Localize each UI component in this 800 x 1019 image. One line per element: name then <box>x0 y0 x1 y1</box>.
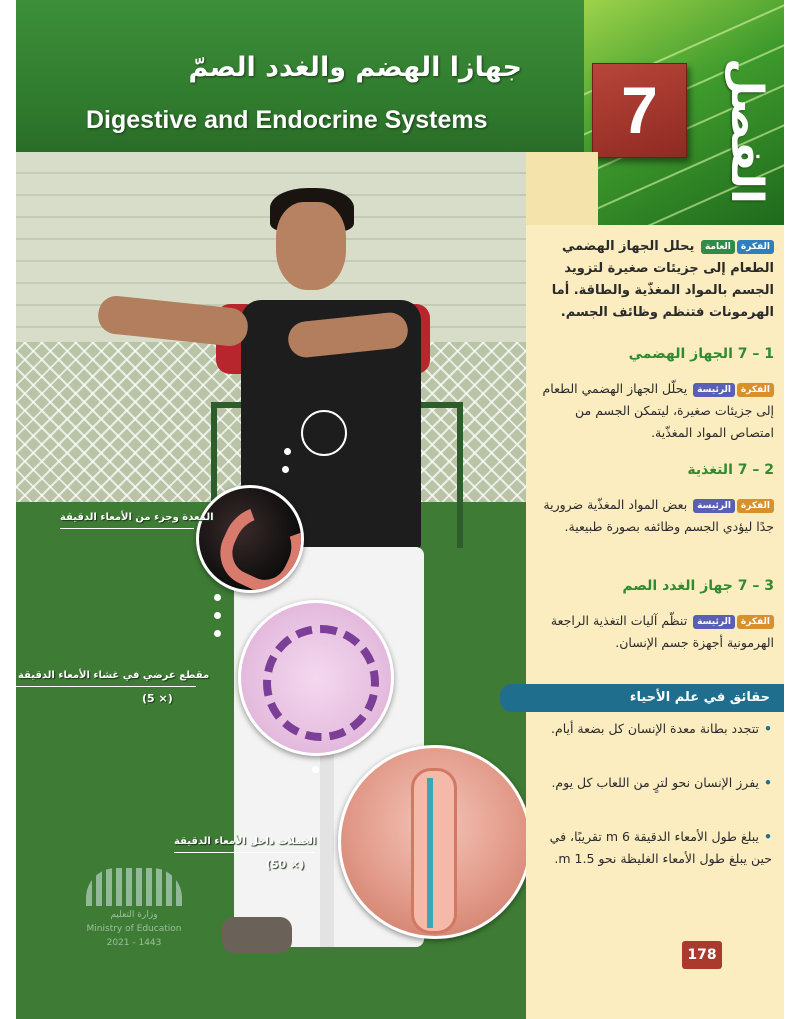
page-number: 178 <box>682 941 722 969</box>
summary-panel-top <box>526 152 598 225</box>
big-idea-text: يحلل الجهاز الهضمي الطعام إلى جزيئات صغيرة لتزويد الجسم بالمواد المغذّية والطاقة. أما الهرمونات فتنظم وظائف الجسم. <box>551 239 774 320</box>
connector-dot <box>312 766 319 773</box>
section-2-text: بعض المواد المغذّية ضرورية جدًا ليؤدي الجسم وظائفه بصورة طبيعية. <box>543 497 774 534</box>
chapter-number: 7 <box>592 63 687 158</box>
cross-section-caption: مقطع عرضي في غشاء الأمعاء الدقيقة <box>18 670 210 681</box>
villus-fold-icon <box>411 768 457 934</box>
fact-text: يبلغ طول الأمعاء الدقيقة 6 m تقريبًا، في حين يبلغ طول الأمعاء الغليظة نحو 1.5 m. <box>549 829 772 866</box>
section-3-text: تنظّم آليات التغذية الراجعة الهرمونية أجهزة جسم الإنسان. <box>550 613 774 650</box>
watermark-line-1: وزارة التعليم <box>110 910 158 920</box>
person-head <box>276 202 346 290</box>
blood-vessel-icon <box>427 778 433 928</box>
section-3-main-idea <box>536 610 774 654</box>
section-1-main-idea <box>536 378 774 444</box>
section-2-heading: 2 – 7 التغذية <box>687 462 774 478</box>
cross-section-magnification: (5 ×) <box>142 692 173 705</box>
section-1-text: يحلّل الجهاز الهضمي الطعام إلى جزيئات صغيرة، ليتمكن الجسم من امتصاص المواد المغذّية. <box>542 381 774 440</box>
fact-text: تتجدد بطانة معدة الإنسان كل بضعة أيام. <box>550 721 759 736</box>
textbook-page <box>16 0 784 1019</box>
cross-section-circle <box>238 600 394 756</box>
stomach-icon <box>209 493 304 593</box>
villi-caption: الخملات داخل الأمعاء الدقيقة <box>174 836 317 847</box>
person-shoe <box>222 917 292 953</box>
fact-text: يفرز الإنسان نحو لترٍ من اللعاب كل يوم. <box>551 775 759 790</box>
connector-dot <box>214 612 221 619</box>
stomach-locator-circle <box>301 410 347 456</box>
fact-item: •يفرز الإنسان نحو لترٍ من اللعاب كل يوم. <box>551 775 772 790</box>
idea-badge: الفكرة <box>737 499 774 513</box>
connector-dot <box>282 466 289 473</box>
section-3-heading: 3 – 7 جهاز الغدد الصم <box>622 578 774 594</box>
intestine-cross-section-icon <box>263 625 379 741</box>
stomach-caption: المعدة وجزء من الأمعاء الدقيقة <box>60 512 214 523</box>
general-badge: العامة <box>701 240 735 254</box>
idea-badge: الفكرة <box>737 615 774 629</box>
ministry-watermark <box>64 868 204 958</box>
main-badge: الرئيسة <box>693 615 735 629</box>
main-badge: الرئيسة <box>693 499 735 513</box>
biology-facts-heading: حقائق في علم الأحياء <box>500 684 784 712</box>
fact-item: •تتجدد بطانة معدة الإنسان كل بضعة أيام. <box>550 721 772 736</box>
caption-underline <box>174 852 314 853</box>
chapter-word: الفصل <box>721 58 772 204</box>
chapter-title-english: Digestive and Endocrine Systems <box>86 106 488 134</box>
big-idea <box>536 236 774 324</box>
caption-underline <box>60 528 194 529</box>
section-1-heading: 1 – 7 الجهاز الهضمي <box>628 346 774 362</box>
section-2-main-idea <box>536 494 774 538</box>
chapter-title-arabic: جهازا الهضم والغدد الصمّ <box>188 52 522 83</box>
ministry-logo-icon <box>86 868 182 906</box>
idea-badge: الفكرة <box>737 383 774 397</box>
connector-dot <box>284 448 291 455</box>
fact-item: •يبلغ طول الأمعاء الدقيقة 6 m تقريبًا، في حين يبلغ طول الأمعاء الغليظة نحو 1.5 m. <box>549 829 772 866</box>
villi-magnification: (50 ×) <box>266 858 305 871</box>
main-badge: الرئيسة <box>693 383 735 397</box>
caption-underline <box>16 686 196 687</box>
watermark-line-2: Ministry of Education <box>86 924 182 934</box>
idea-badge: الفكرة <box>737 240 774 254</box>
connector-dot <box>214 594 221 601</box>
stomach-circle <box>196 485 304 593</box>
villi-circle <box>338 745 532 939</box>
watermark-line-3: 2021 - 1443 <box>106 938 162 948</box>
connector-dot <box>214 630 221 637</box>
